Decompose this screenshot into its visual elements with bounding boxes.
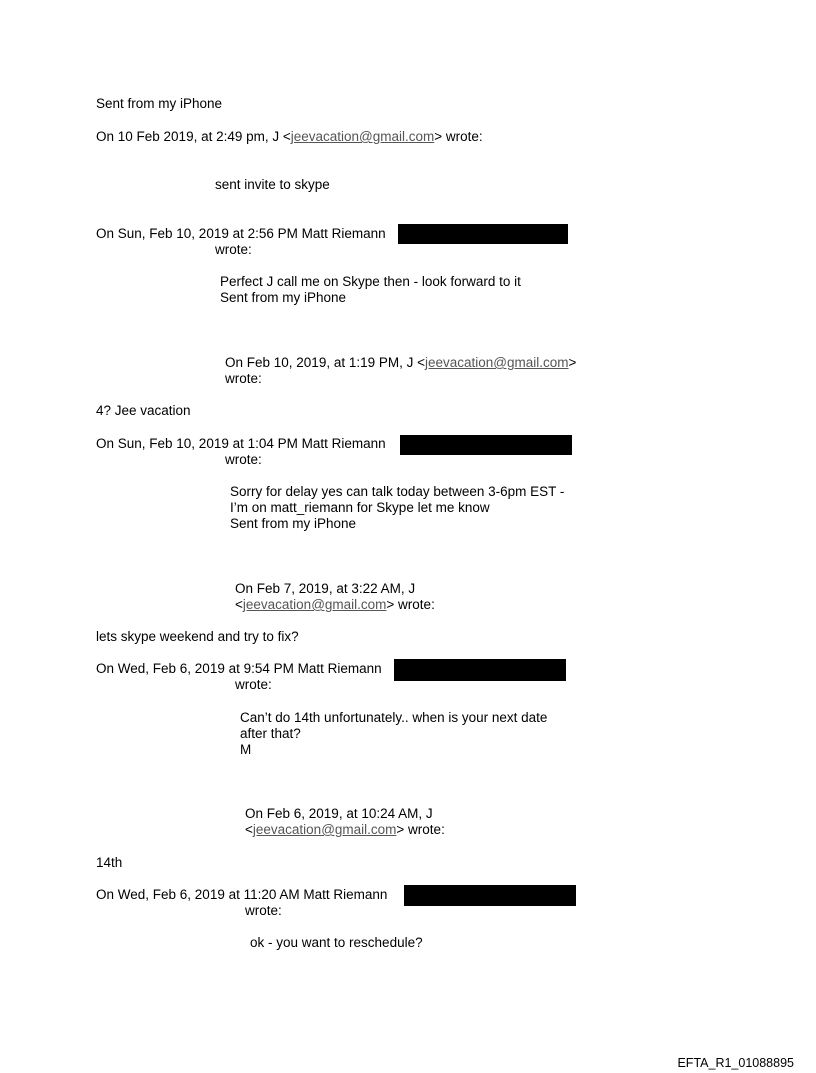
msg7-email-link[interactable]: jeevacation@gmail.com <box>252 822 397 837</box>
msg3-body: 4? Jee vacation <box>96 403 191 418</box>
document-id: EFTA_R1_01088895 <box>677 1056 794 1070</box>
msg5-header-line: On Feb 7, 2019, at 3:22 AM, J <box>235 581 416 596</box>
msg4-header: On Sun, Feb 10, 2019 at 1:04 PM Matt Riemann <box>96 436 386 451</box>
msg1-body: sent invite to skype <box>215 177 330 192</box>
redaction-box <box>404 885 576 906</box>
redaction-box <box>398 224 568 244</box>
msg7-header-prefix: < <box>245 822 253 837</box>
msg2-header: On Sun, Feb 10, 2019 at 2:56 PM Matt Riemann <box>96 226 386 241</box>
msg8-wrote: wrote: <box>245 903 282 918</box>
msg5-email-link[interactable]: jeevacation@gmail.com <box>242 597 387 612</box>
msg2-body-line: Perfect J call me on Skype then - look forward to it <box>220 274 521 289</box>
msg4-body-line: Sorry for delay yes can talk today between 3-6pm EST - <box>230 484 565 499</box>
msg4-body-line: I’m on matt_riemann for Skype let me know <box>230 500 490 515</box>
msg1-email-link[interactable]: jeevacation@gmail.com <box>290 129 435 144</box>
msg4-body-line: Sent from my iPhone <box>230 516 357 531</box>
redaction-box <box>394 659 566 681</box>
msg3-header-prefix: On Feb 10, 2019, at 1:19 PM, J < <box>225 355 425 370</box>
msg7-body: 14th <box>96 855 123 870</box>
msg7-header <box>245 822 445 838</box>
msg8-body: ok - you want to reschedule? <box>250 935 423 950</box>
msg6-wrote: wrote: <box>235 677 272 692</box>
msg1-header <box>96 129 483 145</box>
msg2-wrote: wrote: <box>215 242 252 257</box>
msg6-body-line: after that? <box>240 726 301 741</box>
msg5-header-suffix: > wrote: <box>386 597 435 612</box>
msg5-header <box>235 597 435 613</box>
msg3-email-link[interactable]: jeevacation@gmail.com <box>425 355 569 370</box>
msg6-body-line: Can’t do 14th unfortunately.. when is your next date <box>240 710 548 725</box>
msg3-wrote: wrote: <box>225 371 262 386</box>
msg2-body-line: Sent from my iPhone <box>220 290 347 305</box>
msg5-body: lets skype weekend and try to fix? <box>96 629 299 644</box>
msg4-wrote: wrote: <box>225 452 262 467</box>
msg6-body-line: M <box>240 742 252 757</box>
redaction-box <box>400 435 572 455</box>
msg7-header-suffix: > wrote: <box>396 822 445 837</box>
msg8-header: On Wed, Feb 6, 2019 at 11:20 AM Matt Riemann <box>96 887 388 902</box>
msg1-header-prefix: On 10 Feb 2019, at 2:49 pm, J < <box>96 129 291 144</box>
msg1-header-suffix: > wrote: <box>434 129 483 144</box>
msg3-header <box>225 355 576 371</box>
msg7-header-line: On Feb 6, 2019, at 10:24 AM, J <box>245 806 433 821</box>
msg5-header-prefix: < <box>235 597 243 612</box>
msg3-header-suffix: > <box>568 355 577 370</box>
msg6-header: On Wed, Feb 6, 2019 at 9:54 PM Matt Riemann <box>96 661 382 676</box>
sent-from-line: Sent from my iPhone <box>96 96 223 111</box>
